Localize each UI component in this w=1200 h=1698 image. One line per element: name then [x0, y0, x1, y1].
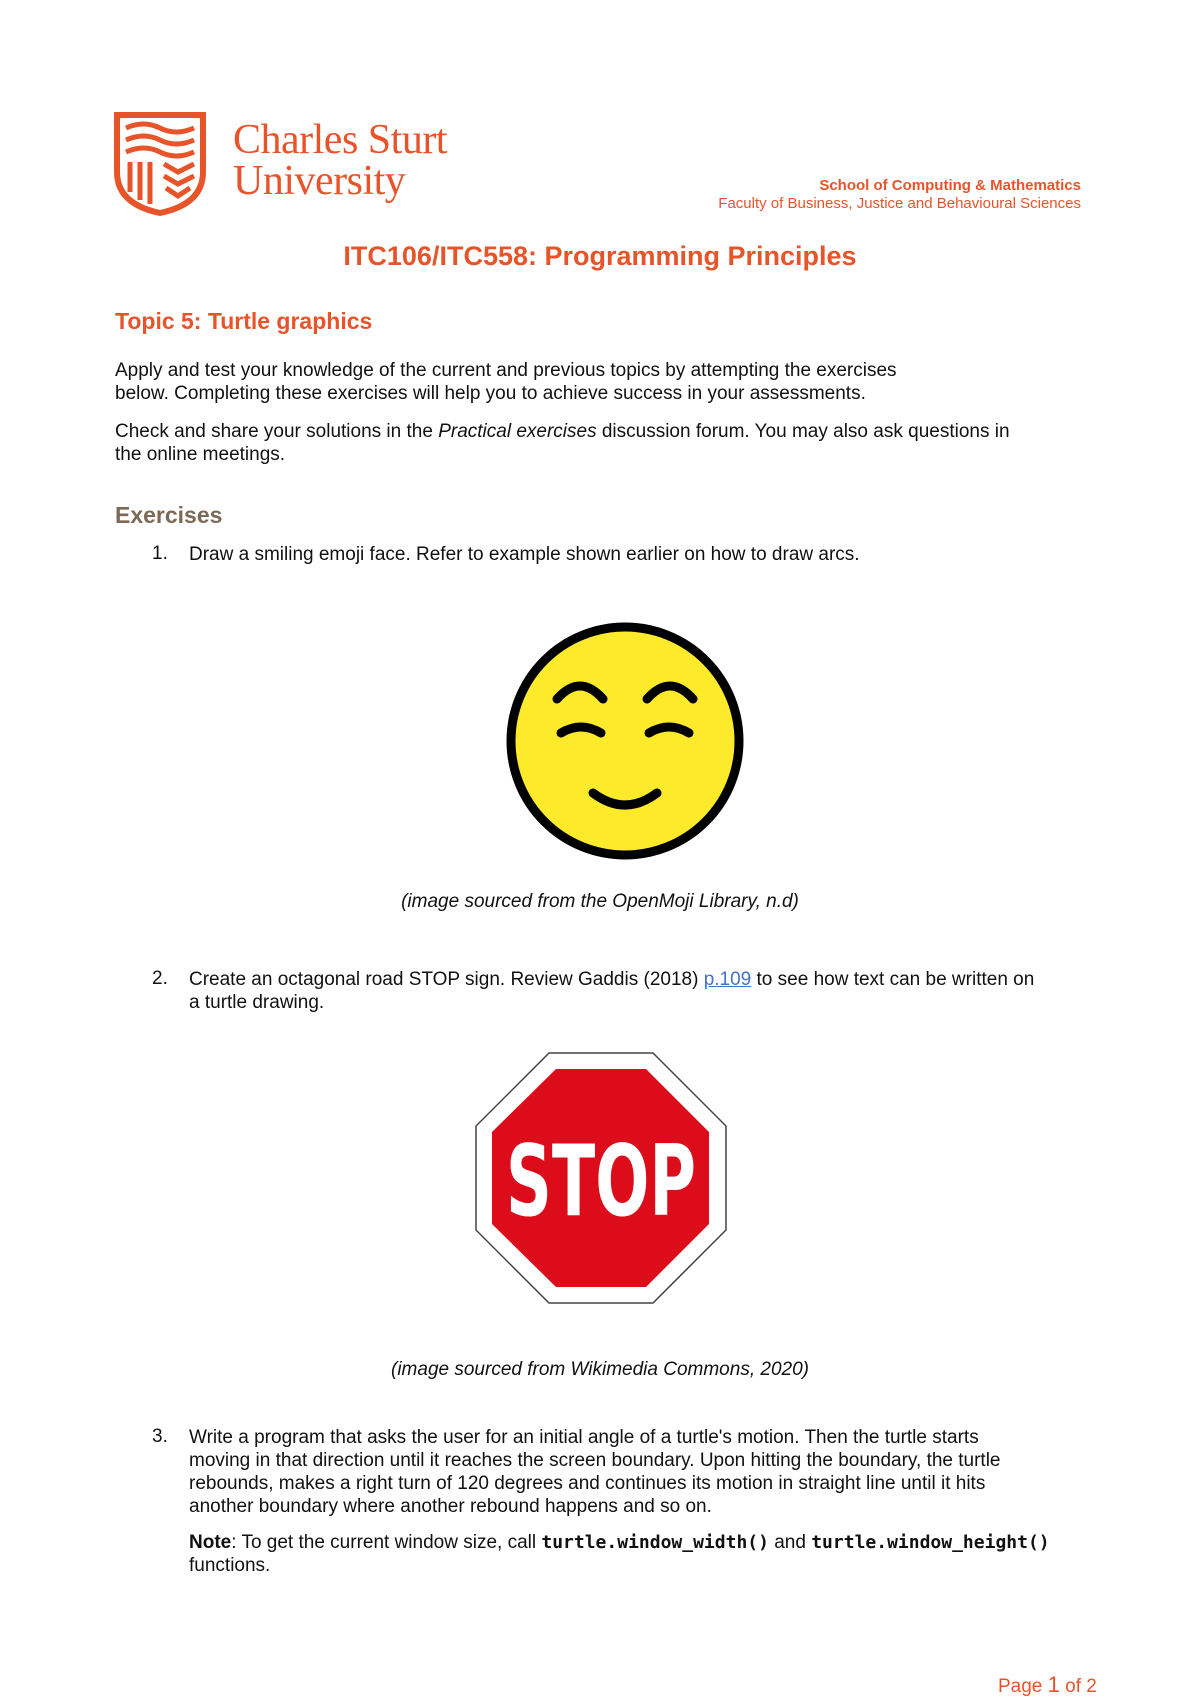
emoji-caption: (image sourced from the OpenMoji Library, n.d)	[401, 891, 799, 912]
note	[189, 1531, 1099, 1554]
exercise-number: 2.	[152, 968, 168, 989]
text-line: the online meetings.	[115, 444, 286, 465]
gaddis-page-link[interactable]: p.109	[703, 969, 752, 990]
stop-sign-image	[475, 1052, 727, 1304]
text: : To get the current window size, call	[231, 1532, 542, 1553]
exercise-2-text	[189, 968, 1099, 1014]
csu-shield-logo-icon	[114, 112, 206, 216]
text-line: moving in that direction until it reaches the screen boundary. Upon hitting the boundary, the turtle	[189, 1450, 1001, 1471]
note-label: Note	[189, 1532, 232, 1553]
exercises-heading: Exercises	[115, 502, 223, 528]
page-total: of 2	[1059, 1676, 1097, 1697]
text: and	[768, 1532, 812, 1553]
text-line: a turtle drawing.	[189, 992, 325, 1013]
text-line: Apply and test your knowledge of the current and previous topics by attempting the exercises	[115, 360, 897, 381]
topic-heading: Topic 5: Turtle graphics	[115, 308, 373, 334]
smiling-emoji-image	[505, 621, 745, 861]
code-window-height: turtle.window_height()	[811, 1532, 1050, 1553]
stop-sign-text: STOP	[506, 1125, 696, 1239]
text: Create an octagonal road STOP sign. Review Gaddis (2018)	[189, 969, 704, 990]
text: discussion forum. You may also ask questions in	[596, 421, 1010, 442]
forum-name: Practical exercises	[438, 421, 597, 442]
text-line: rebounds, makes a right turn of 120 degrees and continues its motion in straight line until it hits	[189, 1473, 986, 1494]
text: to see how text can be written on	[751, 969, 1035, 990]
text: Check and share your solutions in the	[115, 421, 439, 442]
faculty-name: Faculty of Business, Justice and Behavioural Sciences	[718, 195, 1081, 212]
logo-line-1: Charles Sturt	[233, 117, 447, 163]
stop-caption: (image sourced from Wikimedia Commons, 2020)	[391, 1359, 809, 1380]
intro-paragraph-2	[115, 420, 1095, 466]
code-window-width: turtle.window_width()	[541, 1532, 769, 1553]
university-logo-text	[233, 117, 447, 204]
logo-line-2: University	[233, 158, 406, 204]
current-page: 1	[1047, 1672, 1060, 1697]
page-label: Page	[998, 1676, 1048, 1697]
exercise-number: 3.	[152, 1426, 168, 1447]
text-line: below. Completing these exercises will help you to achieve success in your assessments.	[115, 383, 866, 404]
text-line: functions.	[189, 1555, 271, 1576]
page-number	[998, 1672, 1097, 1698]
school-name: School of Computing & Mathematics	[819, 177, 1081, 194]
school-info	[718, 177, 1081, 213]
intro-paragraph-1	[115, 359, 1095, 405]
text-line: another boundary where another rebound happens and so on.	[189, 1496, 712, 1517]
text-line: Write a program that asks the user for an initial angle of a turtle's motion. Then the turtle starts	[189, 1427, 979, 1448]
page-title: ITC106/ITC558: Programming Principles	[343, 241, 857, 271]
exercise-1-text: Draw a smiling emoji face. Refer to example shown earlier on how to draw arcs.	[189, 544, 860, 565]
exercise-3-text	[189, 1426, 1099, 1577]
exercise-number: 1.	[152, 543, 168, 564]
